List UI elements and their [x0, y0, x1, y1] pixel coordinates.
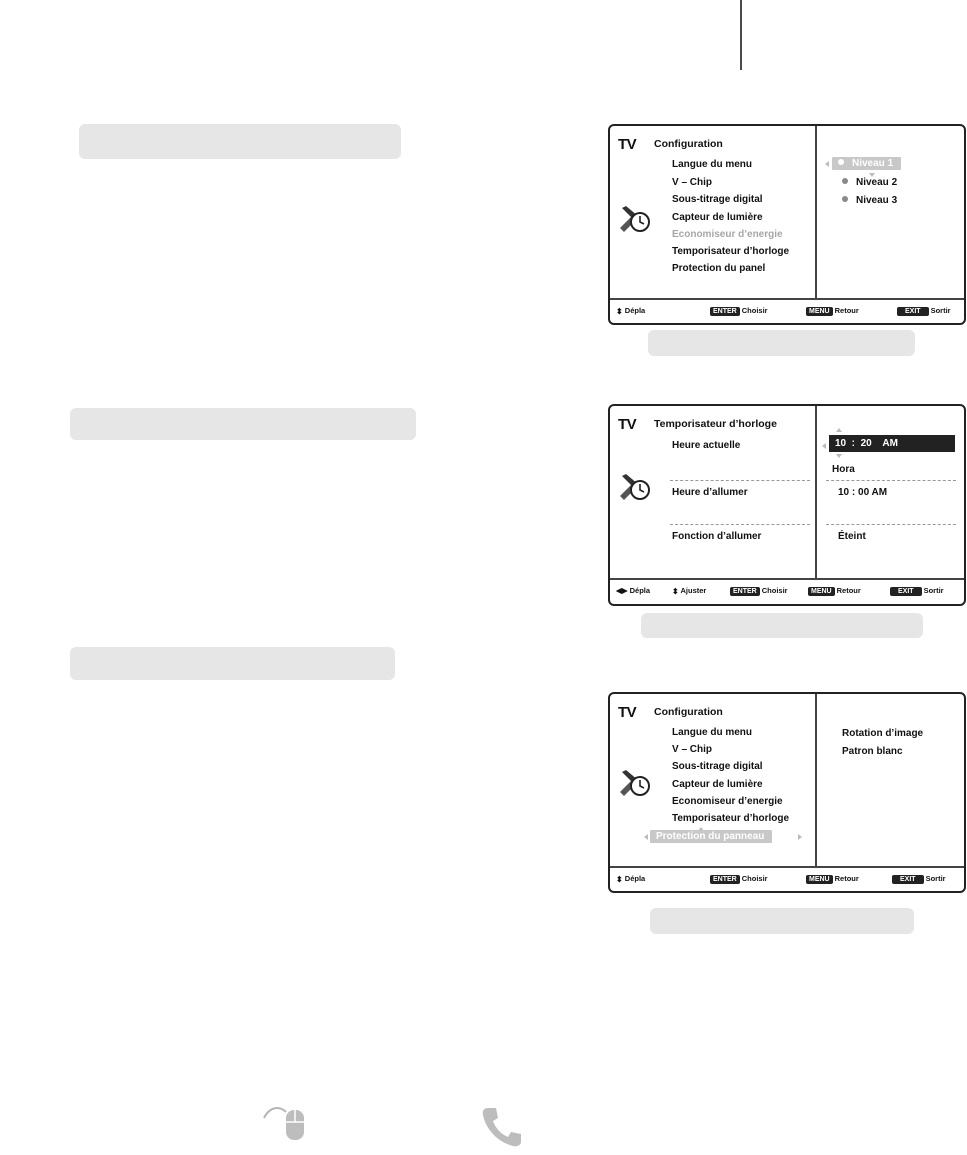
- option-rotation-image[interactable]: Rotation d’image: [842, 728, 924, 739]
- tv-label: TV: [618, 136, 637, 153]
- menu-item-soustitrage[interactable]: Sous-titrage digital: [672, 194, 763, 205]
- radio-dot-icon: [842, 178, 848, 184]
- exit-key: EXIT: [897, 307, 929, 316]
- enter-label: Choisir: [741, 306, 768, 315]
- row-separator: [826, 480, 956, 481]
- footer-menu: [806, 306, 859, 316]
- caption-bar: [650, 908, 914, 934]
- option-niveau-1-selected[interactable]: [832, 157, 901, 170]
- section-heading-bar: [70, 408, 416, 440]
- menu-item-protection[interactable]: Protection du panel: [672, 263, 766, 274]
- time-spinner-heure-actuelle[interactable]: 10 : 20 AM: [829, 435, 955, 452]
- vertical-divider: [815, 406, 817, 578]
- value-heure-allumer[interactable]: 10 : 00 AM: [838, 487, 888, 498]
- exit-label: Sortir: [923, 586, 944, 595]
- menu-item-vchip[interactable]: V – Chip: [672, 744, 713, 755]
- tv-label: TV: [618, 704, 637, 721]
- footer-exit: [890, 586, 944, 596]
- enter-key: ENTER: [710, 307, 740, 316]
- enter-label: Choisir: [761, 586, 788, 595]
- menu-label: Retour: [836, 586, 861, 595]
- row-separator: [826, 524, 956, 525]
- exit-key: EXIT: [890, 587, 922, 596]
- tools-clock-icon: [618, 768, 652, 798]
- footer-exit: [897, 306, 951, 316]
- section-heading-bar: [70, 647, 395, 680]
- tools-clock-icon: [618, 472, 652, 502]
- menu-item-protection-selected[interactable]: Protection du panneau: [650, 830, 772, 843]
- radio-dot-icon: [838, 159, 844, 165]
- option-patron-blanc[interactable]: Patron blanc: [842, 746, 903, 757]
- menu-item-capteur[interactable]: Capteur de lumière: [672, 779, 763, 790]
- footer-move-label: Dépla: [624, 306, 646, 315]
- vertical-divider: [815, 694, 817, 866]
- time-sub-label: Hora: [832, 464, 855, 475]
- menu-item-soustitrage[interactable]: Sous-titrage digital: [672, 761, 763, 772]
- osd-footer: [610, 582, 964, 600]
- down-arrow-icon: [836, 454, 842, 458]
- footer-move-label: Dépla: [624, 874, 646, 883]
- tv-label: TV: [618, 416, 637, 433]
- osd-screen-configuration-2: [608, 692, 966, 893]
- menu-label: Retour: [834, 874, 859, 883]
- row-label-heure-actuelle: Heure actuelle: [672, 440, 741, 451]
- exit-label: Sortir: [930, 306, 951, 315]
- row-label-fonction-allumer: Fonction d’allumer: [672, 531, 762, 542]
- exit-key: EXIT: [892, 875, 924, 884]
- footer-adjust: [672, 586, 706, 595]
- left-arrow-icon: [644, 834, 648, 840]
- value-fonction-allumer[interactable]: Éteint: [838, 531, 866, 542]
- menu-item-capteur[interactable]: Capteur de lumière: [672, 212, 763, 223]
- updown-arrow-icon: ⬍: [616, 875, 623, 884]
- menu-item-economiseur[interactable]: Economiseur d’energie: [672, 229, 783, 240]
- osd-footer: [610, 870, 964, 888]
- menu-item-langue[interactable]: Langue du menu: [672, 727, 752, 738]
- menu-item-temporisateur[interactable]: Temporisateur d’horloge: [672, 246, 790, 257]
- menu-title: Configuration: [654, 138, 723, 150]
- footer-divider: [610, 578, 964, 580]
- menu-item-temporisateur[interactable]: Temporisateur d’horloge: [672, 813, 790, 824]
- updown-arrow-icon: ⬍: [616, 307, 623, 316]
- footer-divider: [610, 866, 964, 868]
- exit-label: Sortir: [925, 874, 946, 883]
- footer-enter: [710, 874, 768, 884]
- right-arrow-icon: [798, 834, 802, 840]
- radio-dot-icon: [842, 196, 848, 202]
- option-label: Niveau 1: [852, 158, 894, 169]
- osd-screen-temporisateur: [608, 404, 966, 606]
- footer-enter: [730, 586, 788, 596]
- footer-move: [616, 306, 645, 315]
- top-divider-line: [740, 0, 742, 70]
- vertical-divider: [815, 126, 817, 298]
- footer-adjust-label: Ajuster: [680, 586, 707, 595]
- menu-key: MENU: [806, 307, 833, 316]
- enter-label: Choisir: [741, 874, 768, 883]
- menu-item-vchip[interactable]: V – Chip: [672, 177, 713, 188]
- section-heading-bar: [79, 124, 401, 159]
- menu-item-economiseur[interactable]: Economiseur d’energie: [672, 796, 783, 807]
- row-label-heure-allumer: Heure d’allumer: [672, 487, 748, 498]
- option-label: Niveau 2: [856, 177, 898, 188]
- option-niveau-3[interactable]: [842, 195, 897, 206]
- menu-key: MENU: [808, 587, 835, 596]
- enter-key: ENTER: [730, 587, 760, 596]
- footer-move-label: Dépla: [629, 586, 651, 595]
- osd-footer: [610, 302, 964, 320]
- caption-bar: [641, 613, 923, 638]
- mouse-icon: [262, 1104, 308, 1144]
- menu-label: Retour: [834, 306, 859, 315]
- updown-arrow-icon: ⬍: [672, 587, 679, 596]
- row-separator: [670, 524, 810, 525]
- option-niveau-2[interactable]: [842, 177, 897, 188]
- leftright-arrow-icon: ◀▶: [616, 586, 628, 595]
- footer-enter: [710, 306, 768, 316]
- up-arrow-icon: [836, 428, 842, 432]
- menu-title: Configuration: [654, 706, 723, 718]
- footer-exit: [892, 874, 946, 884]
- menu-key: MENU: [806, 875, 833, 884]
- menu-item-langue[interactable]: Langue du menu: [672, 159, 752, 170]
- tools-clock-icon: [618, 204, 652, 234]
- phone-icon: [480, 1104, 524, 1148]
- footer-divider: [610, 298, 964, 300]
- option-label: Niveau 3: [856, 195, 898, 206]
- left-arrow-icon: [822, 443, 826, 449]
- osd-screen-configuration-1: [608, 124, 966, 325]
- footer-menu: [808, 586, 861, 596]
- caption-bar: [648, 330, 915, 356]
- left-arrow-icon: [825, 161, 829, 167]
- enter-key: ENTER: [710, 875, 740, 884]
- footer-menu: [806, 874, 859, 884]
- footer-move: [616, 874, 645, 883]
- menu-title: Temporisateur d’horloge: [654, 418, 777, 430]
- row-separator: [670, 480, 810, 481]
- footer-move: [616, 586, 650, 595]
